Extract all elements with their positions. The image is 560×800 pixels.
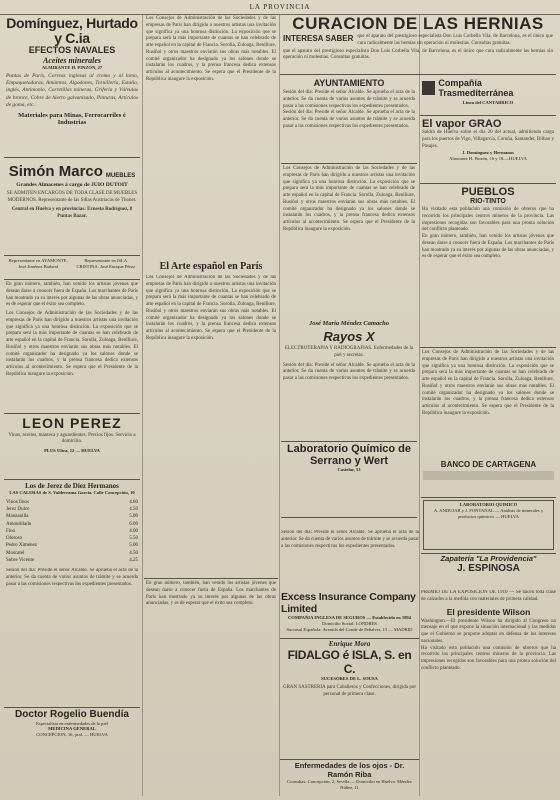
ad-trasmed-title: Compañía Trasmediterránea	[438, 78, 514, 98]
ad-excess-address: Sucursal Española: Avenida del Conde de Peñalver, 13 — MADRID	[286, 626, 413, 632]
price-row: Jerez Dulce 4.50	[6, 507, 138, 513]
ad-dominguez-title: Domínguez, Hurtado y C.ia	[6, 15, 138, 46]
price-row: Fino 4.00	[6, 528, 138, 534]
col4-bottom	[421, 590, 556, 798]
news-text-1: En gran número, también, han venido los artistas jóvenes que desean darse a conocer fuera de España. Los marchantes de París han mostrado ya su interés por algunas de las obras anunciadas, y es de esperar que el éxito sea completo.	[6, 282, 138, 308]
ad-simon-marco	[4, 158, 140, 256]
ad-mendez-rayos: Rayos X	[323, 329, 375, 344]
price-row: Moscatel 4.50	[6, 550, 138, 556]
column-2	[144, 14, 278, 798]
wilson-body-2: Ha visitado esta población una comisión de obreros que ha recorrido los principales centros mineros de la provincia. Las impresiones recogidas son favorables para una pronta solución del conflicto planteado.	[421, 645, 556, 671]
espinosa-title: J. ESPINOSA	[457, 563, 520, 574]
ad-fidalgo-body: GRAN SASTRERIA para Caballeros y Confecciones, dirigida por personal de primera clase.	[282, 684, 417, 697]
ad-grao-body: Saldrá de Huelva sobre el día 20 del actual, admitiendo carga para los puertos de Vigo, Villagarcía, Coruña, Santander, Bilbao y Pasajes.	[422, 130, 554, 149]
ad-trasmediterranea	[420, 76, 556, 116]
ad-excess-sub-2: Domicilio Social: LONDRES	[322, 620, 377, 626]
price-row: Vinos finos 4.60	[6, 499, 138, 505]
ad-excess	[280, 590, 419, 639]
news-column-1	[4, 280, 140, 414]
ad-dominguez-body: Puntas de París, Correas inglesas al cromo y al lomo, Empaquetaduras, Amiantos, Algodones, Tornillería, Estaño, inglés, Antimonio, Carretillas mineras, Grifería y Válvulas de bronce, Cobre de hierro galvanizado, Pinturas, Artículos de goma, etc.	[6, 72, 138, 108]
ad-mendez-extra: Sesión del día: Preside el señor Alcalde. Se aprueba el acta de la anterior. Se da cuenta de varios asuntos de trámite y se acuerda pasar a las comisiones respectivas los expedientes presentados.	[283, 362, 415, 381]
ad-leon-address: PLUS Ultra, 12 — HUELVA	[44, 448, 100, 454]
article-arte-body: Los Consejos de Administración de las Sociedades y de las empresas de París han dirigido a nuestros artistas una invitación que significa ya una honrosa distinción. La exposición que se prepara será la más importante de cuantas se han celebrado de arte español en la capital de Francia. Sorolla, Zuloaga, Benlliure, Rusiñol y otros maestros enviarán sus obras más notables. El comité organizador ha designado ya los salones donde se instalarán los cuadros, y la prensa francesa dedica extensos artículos al acontecimiento. Se espera que el Presidente de la República inaugure la exposición.	[146, 275, 276, 341]
section-ayuntamiento	[281, 76, 417, 164]
ad-grao-title: El vapor GRAO	[422, 118, 502, 130]
column-rule	[142, 14, 143, 796]
ayuntamiento-body-2: Sesión del día: Preside el señor Alcalde. Se aprueba el acta de la anterior. Se da cuenta de varios asuntos de trámite y se acuerda pasar a las comisiones respectivas los expedientes presentados.	[283, 110, 415, 129]
ad-trasmed-line: Línea del CANTABRICO	[462, 100, 514, 105]
price-row: Sobre Vicente 4.25	[6, 557, 138, 563]
ad-serrano-wert	[281, 442, 417, 518]
ad-hernias-subtitle: INTERESA SABER	[283, 34, 354, 43]
price-list	[6, 499, 138, 564]
ad-mendez-body: ELECTROTERAPIA Y RADIOGRAFIAS. Enfermedades de la piel y secretas.	[284, 346, 414, 358]
ad-buendia	[4, 708, 140, 740]
newspaper-name: LA PROVINCIA	[249, 3, 311, 11]
laboratorio-body: A. ANDUJAR y J. FONTANAL — Análisis de minerales y productos químicos — HUELVA	[433, 507, 544, 519]
ad-simon-line: Grandes Almacenes á cargo de JUIO DUTOIT	[16, 181, 128, 188]
ad-dominguez-subtitle: EFECTOS NAVALES	[28, 45, 116, 56]
ad-mendez-name: José María Méndez Camacho	[309, 320, 389, 327]
ad-leon-title: LEON PEREZ	[22, 415, 122, 431]
ad-dominguez-address: ALMIRANTE H. PINZON, 27	[41, 64, 103, 70]
ad-mendez-camacho	[281, 318, 417, 442]
rep-isla-cristina: Representante en ISLA CRISTINA: José Enrique Pérez	[76, 258, 136, 269]
news-text-6: Los Consejos de Administración de las Sociedades y de las empresas de París han dirigido a nuestros artistas una invitación que significa ya una honrosa distinción. La exposición que se prepara será la más importante de cuantas se han celebrado de arte español en la capital de Francia. Sorolla, Zuloaga, Benlliure, Rusiñol y otros maestros enviarán sus obras más notables. El comité organizador ha designado ya los salones donde se instalarán los cuadros, y la prensa francesa dedica extensos artículos al acontecimiento. Se espera que el Presidente de la República inaugure la exposición.	[283, 166, 415, 232]
prices-subtitle: LAS CALERAS de S. Valderrama García. Calle Concepción, 10	[9, 490, 135, 495]
ad-serrano-address: Castelar, 33	[337, 467, 361, 473]
pueblos-title: PUEBLOS	[461, 186, 515, 198]
ad-buendia-title: Doctor Rogelio Buendía	[15, 709, 129, 720]
ad-vapor-grao	[420, 116, 556, 184]
ad-leon-perez	[4, 414, 140, 480]
zapateria-title: Zapatería "La Providencia"	[440, 554, 537, 563]
ad-excess-title: Excess Insurance Company Limited	[281, 591, 416, 615]
column-1	[4, 14, 140, 798]
ad-cartagena	[421, 458, 556, 498]
rep-ayamonte: Representante en AYAMONTE: José Jiménez Barberá	[8, 258, 68, 269]
news-text-3: Sesión del día: Preside el señor Alcalde. Se aprueba el acta de la anterior. Se da cuenta de varios asuntos de trámite y se acuerda pasar a las comisiones respectivas los expedientes presentados.	[6, 568, 138, 587]
ad-dominguez-footer: Materiales para Minas, Ferrocarriles é Industrias	[18, 112, 126, 127]
bottom-ads	[280, 590, 419, 798]
rio-tinto-title: RIO-TINTO	[470, 198, 506, 205]
price-row: Pedro Ximénez 5.00	[6, 543, 138, 549]
rio-tinto-body-2: En gran número, también, han venido los artistas jóvenes que desean darse a conocer fuera de España. Los marchantes de París han mostrado ya su interés por algunas de las obras anunciadas, y es de esperar que el éxito sea completo.	[422, 234, 554, 260]
ad-fidalgo	[280, 639, 419, 760]
flag-icon	[422, 81, 435, 95]
rio-tinto-body: Ha visitado esta población una comisión de obreros que ha recorrido los principales centros mineros de la provincia. Las impresiones recogidas son favorables para una pronta solución del conflicto planteado.	[422, 207, 554, 233]
ad-buendia-sub-2: MEDICINA GENERAL	[48, 726, 96, 732]
article-arte-title: El Arte español en París	[159, 261, 263, 272]
ad-fidalgo-pre: Enrique Mora	[328, 640, 371, 648]
ad-simon-center: Central en Huelva y en provincias: Ernesto Rodríguez, 8 Puntas Bazar.	[11, 207, 133, 219]
ad-dominguez	[4, 14, 140, 158]
prices-title: Los de Jerez de Díez Hermanos	[25, 482, 119, 490]
news-text-7: Los Consejos de Administración de las Sociedades y de las empresas de París han dirigido a nuestros artistas una invitación que significa ya una honrosa distinción. La exposición que se prepara será la más importante de cuantas se han celebrado de arte español en la capital de Francia. Sorolla, Zuloaga, Benlliure, Rusiñol y otros maestros enviarán sus obras más notables. El comité organizador ha designado ya los salones donde se instalarán los cuadros, y la prensa francesa dedica extensos artículos al acontecimiento. Se espera que el Presidente de la República inaugure la exposición.	[422, 350, 554, 416]
ad-riba-address: Consultas: Concepción, 2, Sevilla — Domicilio en Huelva: Méndez Núñez, 11	[287, 779, 412, 790]
ad-fidalgo-title: FIDALGO é ISLA, S. en C.	[287, 648, 412, 676]
news-text-5: En gran número, también, han venido los artistas jóvenes que desean darse a conocer fuera de España. Los marchantes de París han mostrado ya su interés por algunas de las obras anunciadas, y es de esperar que el éxito sea completo.	[146, 581, 276, 607]
price-row: Amontillado 6.00	[6, 521, 138, 527]
article-arte	[144, 258, 278, 579]
cartagena-title: BANCO DE CARTAGENA	[440, 460, 537, 469]
ad-grao-agent: J. Domínguez y Hermanos	[462, 150, 514, 156]
ad-simon-subtitle: MUEBLES	[105, 173, 136, 180]
espinosa-body: PREMIO DE LA EXPOSICION DE 1910 — Se hacen toda clase de calzados a la medida con materiales de primera calidad.	[421, 590, 556, 602]
ad-riba	[280, 760, 419, 792]
ad-simon-body: SE ADMITEN ENCARGOS DE TODA CLASE DE MUEBLES MODERNOS. Representante de las Sillas Austriacas de Thonet.	[6, 190, 138, 203]
news-text-8: Sesión del día: Preside el señor Alcalde. Se aprueba el acta de la anterior. Se da cuenta de varios asuntos de trámite y se acuerda pasar a las comisiones respectivas los expedientes presentados.	[281, 530, 419, 549]
ad-buendia-sub: Especialista en enfermedades de la piel	[35, 720, 109, 726]
ad-leon-text: Vinos, aceites, manteca y aguardientes. Precios fijos. Servicio a domicilio.	[8, 432, 136, 445]
cartagena-bar	[423, 471, 554, 480]
laboratorio-box	[423, 500, 554, 550]
ad-laboratorio	[421, 498, 556, 554]
ad-hernias-body-2: que el aparato del prestigioso especialista Don Luis Corbella Vila, de Barcelona, es el único que cura radicalmente las hernias sin operación ni molestias. Consultas gratuitas.	[283, 48, 553, 61]
wilson-body: Washington.—El presidente Wilson ha dirigido al Congreso un mensaje en el que expone la situación internacional y las medidas que el Gobierno se propone adoptar en defensa de los intereses nacionales.	[421, 618, 556, 644]
wilson-title: El presidente Wilson	[446, 606, 531, 617]
ad-serrano-title: Laboratorio Químico de Serrano y Wert	[286, 443, 412, 467]
representatives	[4, 256, 140, 280]
ad-buendia-address: CONCEPCION, 16, pral. — HUELVA	[36, 732, 108, 738]
ad-hernias	[280, 14, 556, 75]
laboratorio-title: LABORATORIO QUIMICO	[459, 502, 518, 507]
ad-simon-title: Simón Marco	[8, 163, 103, 180]
ad-riba-title: Enfermedades de los ojos - Dr. Ramón Riba	[294, 761, 405, 779]
column-3-body	[281, 76, 417, 584]
ad-grao-address: Almirante H. Pinzón, 16 y 18.—HUELVA	[449, 156, 527, 162]
ad-hernias-title: CURACION DE LAS HERNIAS	[292, 14, 544, 33]
news-text-4: Los Consejos de Administración de las Sociedades y de las empresas de París han dirigido a nuestros artistas una invitación que significa ya una honrosa distinción. La exposición que se prepara será la más importante de cuantas se han celebrado de arte español en la capital de Francia. Sorolla, Zuloaga, Benlliure, Rusiñol y otros maestros enviarán sus obras más notables. El comité organizador ha designado ya los salones donde se instalarán los cuadros, y la prensa francesa dedica extensos artículos al acontecimiento. Se espera que el Presidente de la República inaugure la exposición.	[146, 16, 276, 82]
ayuntamiento-title: AYUNTAMIENTO	[313, 78, 385, 88]
price-row: Oloroso 5.50	[6, 536, 138, 542]
ad-prices	[4, 480, 140, 708]
ad-dominguez-subtitle-2: Aceites minerales	[43, 55, 101, 65]
section-pueblos	[420, 184, 556, 348]
ad-fidalgo-sub: SUCESORES DE L. SOUSA	[321, 676, 378, 681]
col3-lower	[281, 530, 419, 588]
ad-excess-sub: COMPAÑIA INGLESA DE SEGUROS — Establecida en 1894	[287, 615, 412, 620]
news-text-2: Los Consejos de Administración de las Sociedades y de las empresas de París han dirigido a nuestros artistas una invitación que significa ya una honrosa distinción. La exposición que se prepara será la más importante de cuantas se han celebrado de arte español en la capital de Francia. Sorolla, Zuloaga, Benlliure, Rusiñol y otros maestros enviarán sus obras más notables. El comité organizador ha designado ya los salones donde se instalarán los cuadros, y la prensa francesa dedica extensos artículos al acontecimiento. Se espera que el Presidente de la República inaugure la exposición.	[6, 311, 138, 377]
price-row: Manzanilla 5.00	[6, 514, 138, 520]
ad-hernias-body: que el aparato del prestigioso especialista Don Luis Corbella Vila, de Barcelona, es el único que cura radicalmente las hernias sin operación ni molestias. Consultas gratuitas.	[357, 34, 553, 46]
col4-lower	[421, 458, 556, 588]
ayuntamiento-body: Sesión del día: Preside el señor Alcalde. Se aprueba el acta de la anterior. Se da cuenta de varios asuntos de trámite y se acuerda pasar a las comisiones respectivas los expedientes presentados.	[283, 90, 415, 109]
